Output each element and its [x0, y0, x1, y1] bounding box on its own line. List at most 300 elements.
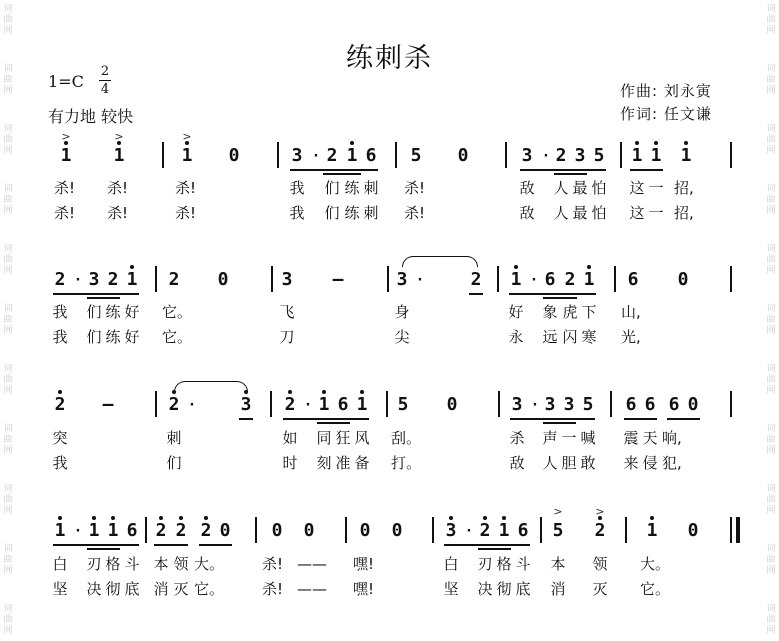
lyric-syllable: 侵	[642, 454, 658, 472]
underline-beam	[290, 169, 378, 171]
bar-line	[395, 142, 397, 168]
note: 1	[346, 145, 358, 166]
time-signature-divider	[99, 80, 111, 81]
note: 2	[175, 520, 187, 541]
note: 6	[517, 520, 529, 541]
underline-beam	[543, 422, 576, 424]
lyric-syllable: 一	[561, 429, 577, 447]
note: 5	[552, 520, 564, 541]
lyric-syllable: 杀!	[262, 555, 284, 573]
underline-beam	[323, 173, 361, 175]
lyrics-system-2-verse-1	[40, 303, 748, 323]
watermark-text: 词曲网	[3, 484, 13, 516]
lyric-syllable: 练	[105, 303, 121, 321]
lyric-syllable: 好	[124, 303, 140, 321]
lyric-syllable: 领	[173, 555, 189, 573]
composer-credit: 作曲: 刘永寅	[620, 82, 712, 100]
bar-line	[345, 517, 347, 543]
watermark-text: 词曲网	[766, 604, 776, 636]
bar-line	[387, 266, 389, 292]
lyric-syllable: 刺	[363, 179, 379, 197]
lyric-syllable: 我	[52, 454, 68, 472]
augmentation-dot: ·	[73, 272, 83, 288]
lyric-syllable: 们	[324, 204, 340, 222]
lyric-syllable: 狂	[335, 429, 351, 447]
note: 3	[574, 145, 586, 166]
underline-beam	[624, 418, 657, 420]
note: 1	[498, 520, 510, 541]
watermark-text: 词曲网	[766, 364, 776, 396]
lyric-syllable: 本	[550, 555, 566, 573]
watermark-text: 词曲网	[766, 424, 776, 456]
bar-line	[271, 266, 273, 292]
lyric-syllable: 备	[354, 454, 370, 472]
note: 1	[510, 269, 522, 290]
lyric-syllable: 飞	[279, 303, 295, 321]
lyric-syllable: 时	[282, 454, 298, 472]
note: 1	[60, 145, 72, 166]
note: 1	[318, 394, 330, 415]
accent-mark: >	[114, 130, 124, 143]
bar-line	[614, 266, 616, 292]
bar-line	[270, 391, 272, 417]
high-octave-dot	[130, 265, 134, 269]
lyricist-credit: 作词: 任文谦	[620, 105, 712, 123]
lyric-syllable: 好	[124, 328, 140, 346]
underline-beam	[53, 293, 139, 295]
lyric-syllable: 刃	[86, 555, 102, 573]
notation-system-2	[40, 264, 748, 304]
lyric-syllable: 灭	[592, 580, 608, 598]
lyric-syllable: 永	[508, 328, 524, 346]
augmentation-dot: ·	[303, 397, 313, 413]
lyric-syllable: 突	[52, 429, 68, 447]
tie-slur	[402, 256, 478, 267]
note: 1	[680, 145, 692, 166]
underline-beam	[520, 169, 606, 171]
note: 2	[155, 520, 167, 541]
lyric-syllable: 坚	[443, 580, 459, 598]
lyric-syllable: ——	[297, 555, 327, 573]
underline-beam	[444, 544, 530, 546]
note: 2	[284, 394, 296, 415]
high-octave-dot	[684, 141, 688, 145]
lyric-syllable: 风	[354, 429, 370, 447]
lyric-syllable: 打。	[391, 454, 422, 472]
bar-line	[155, 391, 157, 417]
note: 6	[544, 269, 556, 290]
lyric-syllable: 最	[572, 179, 588, 197]
underline-beam	[239, 418, 253, 420]
lyric-syllable: 刀	[279, 328, 295, 346]
underline-beam	[87, 297, 120, 299]
dash: –	[102, 394, 114, 415]
lyric-syllable: 敢	[580, 454, 596, 472]
key-signature: 1=C	[48, 72, 84, 91]
lyric-syllable: 敌	[509, 454, 525, 472]
lyric-syllable: 刮。	[391, 429, 422, 447]
lyric-syllable: 彻	[105, 580, 121, 598]
high-octave-dot	[650, 516, 654, 520]
augmentation-dot: ·	[311, 148, 321, 164]
lyric-syllable: 大。	[194, 555, 225, 573]
augmentation-dot: ·	[541, 148, 551, 164]
lyric-syllable: 好	[508, 303, 524, 321]
lyric-syllable: 人	[553, 204, 569, 222]
lyrics-system-4-verse-2	[40, 580, 748, 600]
note: 3	[291, 145, 303, 166]
lyric-syllable: 决	[477, 580, 493, 598]
note: 3	[396, 269, 408, 290]
lyric-syllable: 震	[623, 429, 639, 447]
note: 1	[181, 145, 193, 166]
lyric-syllable: 天	[642, 429, 658, 447]
note: 2	[200, 520, 212, 541]
time-signature	[99, 64, 111, 97]
watermark-text: 词曲网	[766, 64, 776, 96]
lyric-syllable: 坚	[52, 580, 68, 598]
lyric-syllable: 闪	[562, 328, 578, 346]
lyric-syllable: 斗	[124, 555, 140, 573]
bar-line	[277, 142, 279, 168]
lyric-syllable: 们	[86, 303, 102, 321]
watermark-text: 词曲网	[3, 124, 13, 156]
bar-line	[255, 517, 257, 543]
lyric-syllable: 刻	[316, 454, 332, 472]
lyric-syllable: ——	[297, 580, 327, 598]
bar-line	[505, 142, 507, 168]
lyric-syllable: 底	[124, 580, 140, 598]
accent-mark: >	[553, 505, 563, 518]
rest: 0	[303, 520, 315, 541]
final-bar-thick	[736, 517, 740, 543]
rest: 0	[219, 520, 231, 541]
high-octave-dot	[654, 141, 658, 145]
lyric-syllable: 杀	[509, 429, 525, 447]
watermark-text: 词曲网	[766, 4, 776, 36]
watermark-text: 词曲网	[3, 364, 13, 396]
note: 5	[593, 145, 605, 166]
final-bar-thin	[730, 517, 732, 543]
augmentation-dot: ·	[187, 397, 197, 413]
lyric-syllable: 彻	[496, 580, 512, 598]
bar-line	[432, 517, 434, 543]
note: 6	[126, 520, 138, 541]
high-octave-dot	[483, 516, 487, 520]
bar-line	[540, 517, 542, 543]
lyric-syllable: 下	[581, 303, 597, 321]
lyric-syllable: 杀!	[175, 204, 197, 222]
rest: 0	[687, 520, 699, 541]
bar-line	[620, 142, 622, 168]
lyric-syllable: 它。	[162, 328, 193, 346]
lyric-syllable: 声	[542, 429, 558, 447]
lyric-syllable: 光,	[621, 328, 641, 346]
note: 2	[564, 269, 576, 290]
watermark-text: 词曲网	[3, 424, 13, 456]
lyric-syllable: 练	[344, 179, 360, 197]
high-octave-dot	[449, 516, 453, 520]
bar-line	[610, 391, 612, 417]
bar-line	[497, 266, 499, 292]
note: 3	[445, 520, 457, 541]
note: 2	[168, 269, 180, 290]
underline-beam	[554, 173, 587, 175]
lyric-syllable: 象	[542, 303, 558, 321]
lyric-syllable: 它。	[162, 303, 193, 321]
note: 6	[627, 269, 639, 290]
lyric-syllable: 决	[86, 580, 102, 598]
high-octave-dot	[635, 141, 639, 145]
lyric-syllable: 准	[335, 454, 351, 472]
underline-beam	[53, 544, 139, 546]
lyric-syllable: 消	[550, 580, 566, 598]
augmentation-dot: ·	[73, 523, 83, 539]
lyric-syllable: 尖	[394, 328, 410, 346]
high-octave-dot	[58, 390, 62, 394]
note: 2	[594, 520, 606, 541]
lyric-syllable: 响,	[662, 429, 682, 447]
note: 6	[668, 394, 680, 415]
lyric-syllable: 杀!	[175, 179, 197, 197]
lyric-syllable: 白	[52, 555, 68, 573]
lyric-syllable: 们	[324, 179, 340, 197]
rest: 0	[217, 269, 229, 290]
rest: 0	[687, 394, 699, 415]
lyric-syllable: 杀!	[107, 179, 129, 197]
note: 1	[126, 269, 138, 290]
accent-mark: >	[182, 130, 192, 143]
lyric-syllable: 们	[86, 328, 102, 346]
note: 2	[470, 269, 482, 290]
augmentation-dot: ·	[464, 523, 474, 539]
lyric-syllable: 最	[572, 204, 588, 222]
lyric-syllable: 杀!	[107, 204, 129, 222]
lyric-syllable: 这	[629, 204, 645, 222]
watermark-column-right	[763, 0, 779, 641]
bar-line	[730, 266, 732, 292]
lyric-syllable: 敌	[519, 204, 535, 222]
note: 3	[511, 394, 523, 415]
lyric-syllable: 杀!	[54, 179, 76, 197]
lyrics-system-2-verse-2	[40, 328, 748, 348]
underline-beam	[469, 293, 483, 295]
underline-beam	[630, 169, 663, 171]
lyric-syllable: 敌	[519, 179, 535, 197]
lyric-syllable: 练	[105, 328, 121, 346]
high-octave-dot	[58, 516, 62, 520]
time-signature-bottom: 4	[100, 82, 110, 97]
watermark-text: 词曲网	[3, 604, 13, 636]
high-octave-dot	[360, 390, 364, 394]
note: 2	[54, 394, 66, 415]
underline-beam	[509, 293, 596, 295]
note: 1	[583, 269, 595, 290]
lyric-syllable: 嘿!	[353, 580, 375, 598]
note: 5	[582, 394, 594, 415]
note: 1	[356, 394, 368, 415]
augmentation-dot: ·	[415, 272, 425, 288]
note: 2	[168, 394, 180, 415]
high-octave-dot	[502, 516, 506, 520]
note: 1	[650, 145, 662, 166]
lyric-syllable: 如	[282, 429, 298, 447]
lyric-syllable: 喊	[580, 429, 596, 447]
lyric-syllable: 白	[443, 555, 459, 573]
notation-system-1	[40, 130, 748, 180]
lyric-syllable: 它。	[640, 580, 671, 598]
lyric-syllable: 身	[394, 303, 410, 321]
watermark-text: 词曲网	[3, 64, 13, 96]
lyric-syllable: 我	[52, 328, 68, 346]
note: 3	[544, 394, 556, 415]
notation-system-4	[40, 505, 748, 555]
rest: 0	[228, 145, 240, 166]
note: 1	[107, 520, 119, 541]
high-octave-dot	[587, 265, 591, 269]
underline-beam	[154, 544, 188, 546]
song-title: 练刺杀	[346, 43, 433, 74]
underline-beam	[478, 548, 511, 550]
bar-line	[625, 517, 627, 543]
underline-beam	[283, 418, 369, 420]
dash: –	[332, 269, 344, 290]
underline-beam	[199, 544, 232, 546]
lyric-syllable: 虎	[562, 303, 578, 321]
rest: 0	[457, 145, 469, 166]
note: 1	[88, 520, 100, 541]
bar-line	[145, 517, 147, 543]
rest: 0	[271, 520, 283, 541]
watermark-column-left	[0, 0, 16, 641]
watermark-text: 词曲网	[3, 4, 13, 36]
note: 1	[54, 520, 66, 541]
note: 2	[54, 269, 66, 290]
note: 2	[326, 145, 338, 166]
note: 3	[563, 394, 575, 415]
underline-beam	[510, 418, 595, 420]
augmentation-dot: ·	[529, 272, 539, 288]
watermark-text: 词曲网	[766, 544, 776, 576]
note: 6	[625, 394, 637, 415]
lyrics-system-3-verse-2	[40, 454, 748, 474]
lyric-syllable: 招,	[674, 179, 694, 197]
tempo-marking: 有力地 较快	[48, 107, 134, 126]
lyrics-system-1-verse-2	[40, 204, 748, 224]
lyric-syllable: 寒	[581, 328, 597, 346]
underline-beam	[317, 422, 350, 424]
lyric-syllable: 杀!	[54, 204, 76, 222]
rest: 0	[359, 520, 371, 541]
augmentation-dot: ·	[530, 397, 540, 413]
lyric-syllable: 刺	[166, 429, 182, 447]
bar-line	[386, 391, 388, 417]
watermark-text: 词曲网	[766, 244, 776, 276]
note: 3	[521, 145, 533, 166]
lyric-syllable: 格	[105, 555, 121, 573]
note: 2	[555, 145, 567, 166]
bar-line	[730, 142, 732, 168]
high-octave-dot	[111, 516, 115, 520]
lyric-syllable: 胆	[561, 454, 577, 472]
note: 3	[281, 269, 293, 290]
note: 1	[631, 145, 643, 166]
lyrics-system-3-verse-1	[40, 429, 748, 449]
lyric-syllable: 们	[166, 454, 182, 472]
watermark-text: 词曲网	[766, 124, 776, 156]
lyric-syllable: 格	[496, 555, 512, 573]
lyric-syllable: 来	[623, 454, 639, 472]
underline-beam	[667, 418, 700, 420]
lyric-syllable: 人	[553, 179, 569, 197]
lyric-syllable: 我	[52, 303, 68, 321]
lyric-syllable: 怕	[591, 204, 607, 222]
lyric-syllable: 杀!	[404, 204, 426, 222]
lyric-syllable: 一	[648, 204, 664, 222]
lyric-syllable: 领	[592, 555, 608, 573]
note: 6	[644, 394, 656, 415]
watermark-text: 词曲网	[766, 184, 776, 216]
accent-mark: >	[595, 505, 605, 518]
lyric-syllable: 杀!	[262, 580, 284, 598]
high-octave-dot	[92, 516, 96, 520]
lyric-syllable: 这	[629, 179, 645, 197]
high-octave-dot	[204, 516, 208, 520]
bar-line	[498, 391, 500, 417]
lyric-syllable: 练	[344, 204, 360, 222]
lyric-syllable: 人	[542, 454, 558, 472]
lyric-syllable: 杀!	[404, 179, 426, 197]
lyric-syllable: 招,	[674, 204, 694, 222]
lyric-syllable: 我	[289, 179, 305, 197]
rest: 0	[391, 520, 403, 541]
tie-slur	[174, 381, 248, 392]
lyrics-system-4-verse-1	[40, 555, 748, 575]
accent-mark: >	[61, 130, 71, 143]
watermark-text: 词曲网	[766, 484, 776, 516]
note: 1	[113, 145, 125, 166]
rest: 0	[677, 269, 689, 290]
high-octave-dot	[288, 390, 292, 394]
note: 5	[397, 394, 409, 415]
lyric-syllable: 我	[289, 204, 305, 222]
lyric-syllable: 犯,	[662, 454, 682, 472]
lyric-syllable: 一	[648, 179, 664, 197]
lyric-syllable: 怕	[591, 179, 607, 197]
underline-beam	[543, 297, 577, 299]
lyric-syllable: 嘿!	[353, 555, 375, 573]
note: 2	[107, 269, 119, 290]
note: 2	[479, 520, 491, 541]
watermark-text: 词曲网	[3, 244, 13, 276]
lyrics-system-1-verse-1	[40, 179, 748, 199]
notation-system-3	[40, 389, 748, 429]
lyric-syllable: 远	[542, 328, 558, 346]
lyric-syllable: 刺	[363, 204, 379, 222]
lyric-syllable: 灭	[173, 580, 189, 598]
high-octave-dot	[514, 265, 518, 269]
note: 3	[240, 394, 252, 415]
underline-beam	[87, 548, 120, 550]
bar-line	[730, 391, 732, 417]
rest: 0	[446, 394, 458, 415]
lyric-syllable: 大。	[640, 555, 671, 573]
lyric-syllable: 本	[153, 555, 169, 573]
lyric-syllable: 消	[153, 580, 169, 598]
lyric-syllable: 同	[316, 429, 332, 447]
lyric-syllable: 刃	[477, 555, 493, 573]
lyric-syllable: 斗	[515, 555, 531, 573]
